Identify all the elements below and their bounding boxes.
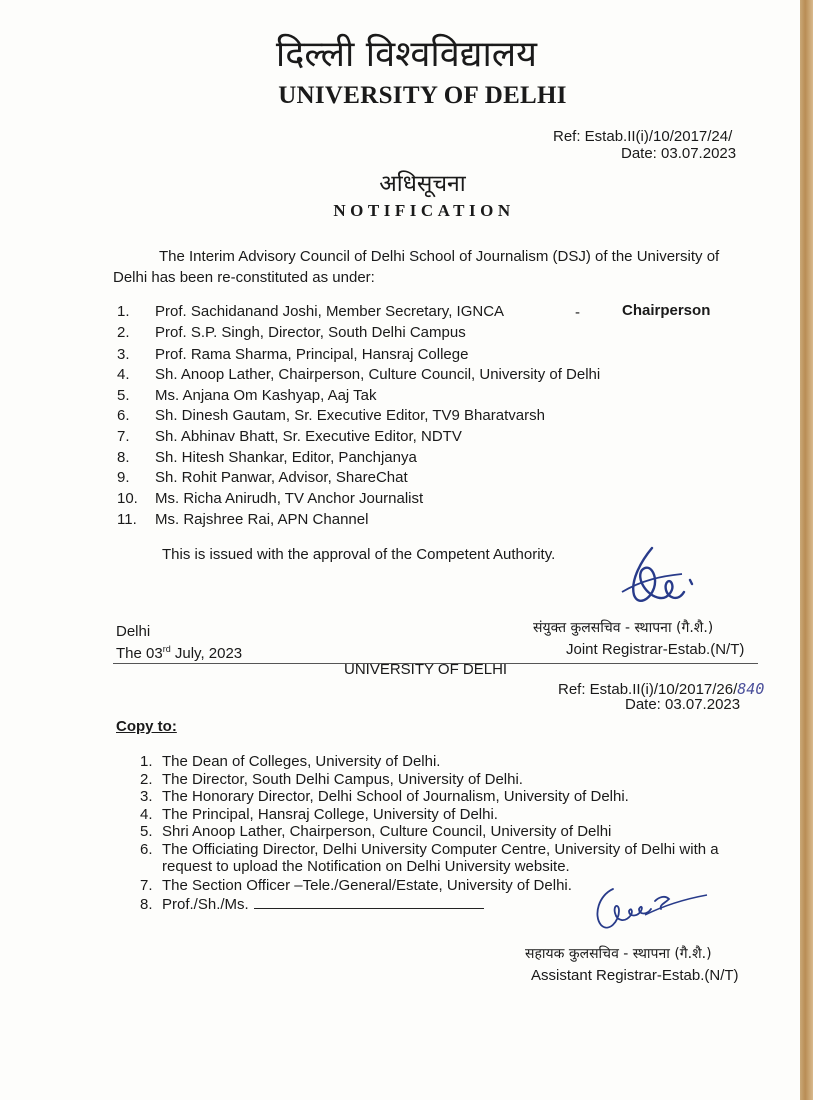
- copy-recipient: The Dean of Colleges, University of Delhi.: [162, 753, 441, 770]
- member-name: Sh. Hitesh Shankar, Editor, Panchjanya: [155, 449, 417, 466]
- member-name: Sh. Dinesh Gautam, Sr. Executive Editor, TV9 Bharatvarsh: [155, 407, 545, 424]
- copy-number: 7.: [140, 877, 153, 894]
- member-name: Sh. Rohit Panwar, Advisor, ShareChat: [155, 469, 408, 486]
- intro-paragraph: The Interim Advisory Council of Delhi School of Journalism (DSJ) of the University of Delhi has been re-constituted as under:: [113, 248, 720, 286]
- member-number: 8.: [117, 449, 130, 466]
- blank-line: [254, 896, 484, 909]
- member-number: 4.: [117, 366, 130, 383]
- copy-reference-date: Date: 03.07.2023: [625, 696, 741, 713]
- chairperson-role: Chairperson: [622, 302, 711, 319]
- place: Delhi: [116, 623, 151, 640]
- member-name: Ms. Richa Anirudh, TV Anchor Journalist: [155, 490, 424, 507]
- member-name: Prof. S.P. Singh, Director, South Delhi Campus: [155, 324, 466, 341]
- joint-registrar-hindi: संयुक्त कुलसचिव - स्थापना (गै.शै.): [533, 620, 714, 636]
- copy-recipient: Shri Anoop Lather, Chairperson, Culture Council, University of Delhi: [162, 823, 612, 840]
- paper-edge: [800, 0, 813, 1100]
- copy-number: 4.: [140, 806, 153, 823]
- university-label: UNIVERSITY OF DELHI: [344, 661, 508, 678]
- hindi-title: दिल्ली विश्वविद्यालय: [275, 34, 538, 75]
- copy-to-heading: Copy to:: [116, 718, 177, 735]
- notification-heading: NOTIFICATION: [333, 201, 515, 220]
- copy-number: 3.: [140, 788, 153, 805]
- copy-recipient: The Officiating Director, Delhi University Computer Centre, University of Delhi with a: [162, 841, 719, 858]
- member-name: Ms. Anjana Om Kashyap, Aaj Tak: [155, 387, 377, 404]
- issue-date: The 03rd July, 2023: [116, 644, 243, 662]
- assistant-registrar-hindi: सहायक कुलसचिव - स्थापना (गै.शै.): [525, 946, 712, 962]
- member-number: 6.: [117, 407, 130, 424]
- university-title: UNIVERSITY OF DELHI: [278, 82, 567, 109]
- hindi-notification-heading: अधिसूचना: [379, 171, 466, 197]
- joint-registrar-signature: [612, 540, 722, 620]
- copy-number: 2.: [140, 771, 153, 788]
- copy-recipient: request to upload the Notification on Delhi University website.: [162, 858, 570, 875]
- reference-number: Ref: Estab.II(i)/10/2017/24/: [553, 128, 733, 145]
- member-number: 5.: [117, 387, 130, 404]
- approval-statement: This is issued with the approval of the Competent Authority.: [162, 546, 556, 563]
- copy-recipient: Prof./Sh./Ms.: [162, 896, 249, 913]
- copy-number: 5.: [140, 823, 153, 840]
- copy-reference-number: Ref: Estab.II(i)/10/2017/26/840: [558, 680, 765, 698]
- reference-date: Date: 03.07.2023: [621, 145, 737, 162]
- assistant-registrar-signature: [585, 875, 715, 945]
- copy-recipient: The Section Officer –Tele./General/Estate, University of Delhi.: [162, 877, 572, 894]
- copy-recipient: The Honorary Director, Delhi School of Journalism, University of Delhi.: [162, 788, 629, 805]
- handwritten-number: 840: [737, 680, 765, 698]
- copy-recipient: The Principal, Hansraj College, University of Delhi.: [162, 806, 498, 823]
- copy-recipient: The Director, South Delhi Campus, University of Delhi.: [162, 771, 523, 788]
- member-number: 1.: [117, 303, 130, 320]
- copy-number: 1.: [140, 753, 153, 770]
- member-name: Sh. Abhinav Bhatt, Sr. Executive Editor, NDTV: [155, 428, 462, 445]
- member-number: 3.: [117, 346, 130, 363]
- copy-number: 6.: [140, 841, 153, 858]
- member-name: Prof. Rama Sharma, Principal, Hansraj College: [155, 346, 469, 363]
- member-name: Prof. Sachidanand Joshi, Member Secretary, IGNCA: [155, 303, 505, 320]
- member-number: 10.: [117, 490, 138, 507]
- member-number: 11.: [117, 511, 137, 528]
- role-dash: -: [575, 304, 580, 321]
- member-number: 2.: [117, 324, 130, 341]
- member-number: 9.: [117, 469, 130, 486]
- copy-number: 8.: [140, 896, 153, 913]
- member-name: Sh. Anoop Lather, Chairperson, Culture Council, University of Delhi: [155, 366, 601, 383]
- member-number: 7.: [117, 428, 130, 445]
- joint-registrar-title: Joint Registrar-Estab.(N/T): [566, 641, 745, 658]
- assistant-registrar-title: Assistant Registrar-Estab.(N/T): [531, 967, 739, 984]
- member-name: Ms. Rajshree Rai, APN Channel: [155, 511, 369, 528]
